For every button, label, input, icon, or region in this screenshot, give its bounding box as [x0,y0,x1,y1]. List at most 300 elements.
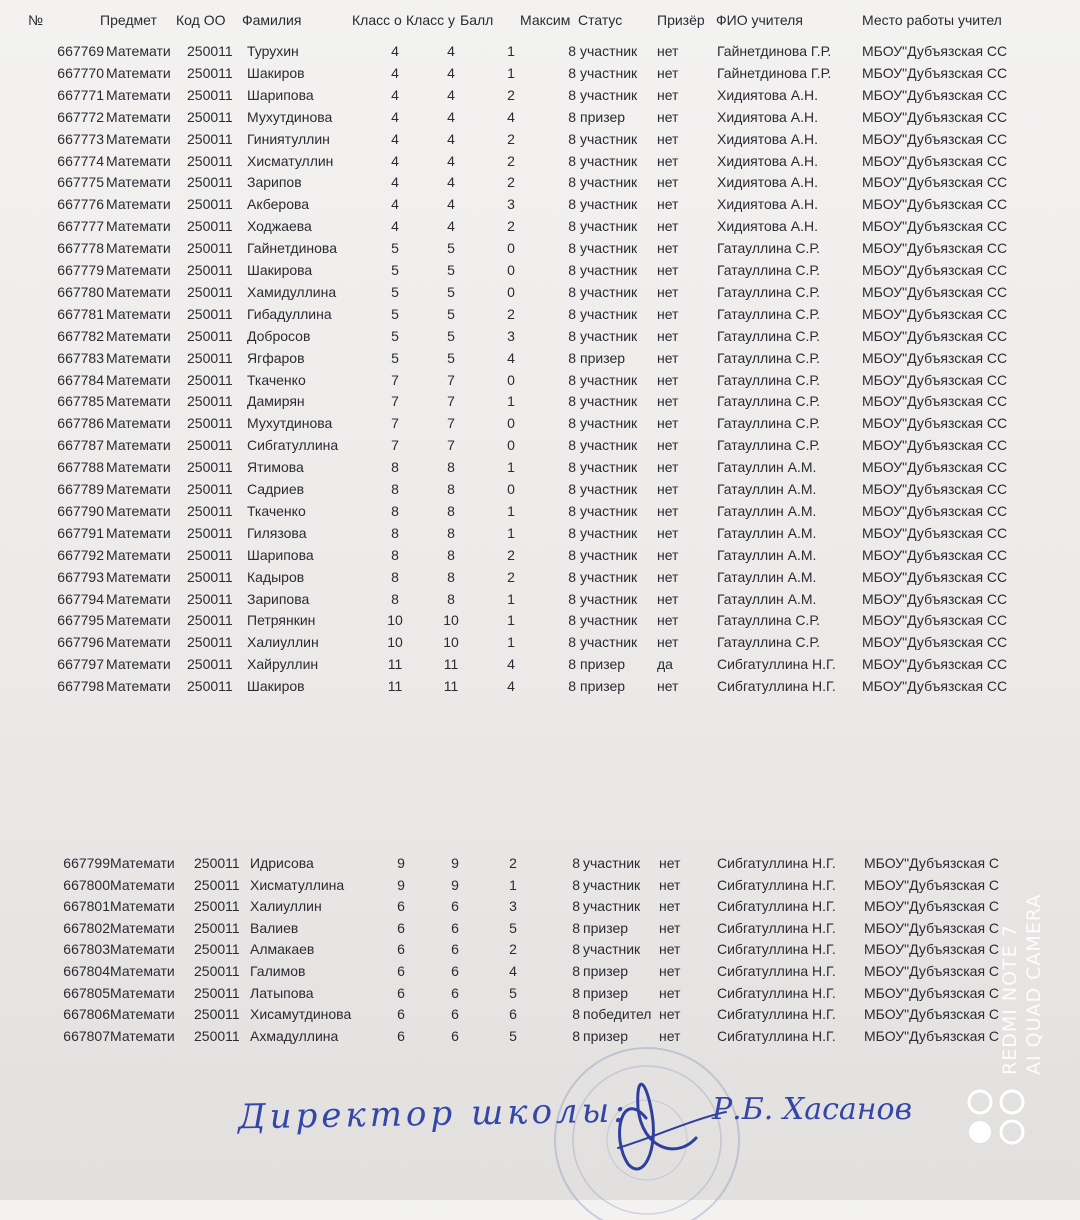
cell-code: 250011 [187,393,233,410]
cell-subject: Математи [106,481,171,497]
cell-winner: нет [657,437,679,454]
cell-class-in: 8 [447,546,455,563]
cell-score: 6 [509,1006,517,1023]
cell-max: 8 [568,437,576,454]
cell-class-in: 6 [451,1006,459,1023]
cell-winner: нет [657,371,679,388]
cell-winner: нет [657,86,679,103]
table-row [0,920,1080,941]
cell-score: 1 [507,590,515,607]
cell-status: участник [580,524,638,541]
cell-winner: нет [659,1006,681,1023]
cell-score: 2 [507,152,515,169]
cell-code: 250011 [187,327,233,344]
cell-id: 667778 [57,240,104,257]
cell-subject: Математи [106,218,171,235]
cell-class-in: 8 [447,481,455,497]
cell-surname: Ятимова [247,459,304,476]
cell-winner: нет [659,898,681,915]
cell-score: 1 [507,634,515,651]
cell-teacher: Гатауллина С.Р. [717,371,820,388]
cell-subject: Математи [106,86,171,103]
camera-watermark [998,835,1045,1075]
cell-class-of: 5 [391,262,399,278]
cell-surname: Идрисова [250,855,314,871]
cell-score: 2 [507,174,515,191]
cell-surname: Шарипова [247,86,314,103]
cell-id: 667780 [57,283,104,300]
cell-surname: Латыпова [250,984,314,1001]
cell-score: 2 [509,855,517,871]
cell-winner: нет [659,919,681,936]
cell-surname: Хайруллин [247,656,319,673]
cell-class-of: 8 [391,481,399,497]
cell-status: призер [580,656,626,673]
cell-workplace: МБОУ"Дубъязская СС [862,524,1008,541]
cell-class-in: 6 [451,1027,459,1044]
table-row [0,174,1080,195]
cell-teacher: Сибгатуллина Н.Г. [717,984,836,1001]
cell-status: участник [580,196,638,213]
cell-teacher: Хидиятова А.Н. [717,152,818,169]
table-row [0,525,1080,546]
table-row [0,678,1080,699]
cell-score: 2 [507,568,515,585]
cell-code: 250011 [187,86,233,103]
cell-max: 8 [568,590,576,607]
cell-surname: Ходжаева [247,218,312,235]
cell-winner: нет [657,174,679,191]
cell-code: 250011 [187,349,233,366]
cell-id: 667791 [57,524,104,541]
table-row [0,547,1080,568]
cell-surname: Шарипова [247,546,314,563]
cell-code: 250011 [187,612,233,629]
cell-class-of: 5 [391,283,399,300]
cell-code: 250011 [187,283,233,300]
cell-score: 4 [507,656,515,673]
cell-status: участник [580,218,638,235]
cell-class-in: 6 [451,941,459,958]
cell-class-in: 8 [447,502,455,519]
cell-class-of: 10 [387,612,403,629]
cell-score: 1 [507,524,515,541]
cell-workplace: МБОУ"Дубъязская СС [862,502,1008,519]
cell-workplace: МБОУ"Дубъязская СС [862,283,1008,300]
cell-class-in: 6 [451,898,459,915]
cell-class-of: 4 [391,130,399,147]
cell-code: 250011 [187,108,233,125]
cell-class-in: 4 [447,218,455,235]
cell-workplace: МБОУ"Дубъязская СС [862,656,1008,673]
table-row [0,393,1080,414]
cell-max: 8 [568,371,576,388]
cell-status: участник [583,898,641,915]
cell-workplace: МБОУ"Дубъязская СС [862,43,1008,59]
cell-max: 8 [568,86,576,103]
cell-workplace: МБОУ"Дубъязская С [864,876,1000,893]
cell-score: 1 [507,393,515,410]
cell-id: 667783 [57,349,104,366]
cell-subject: Математи [106,568,171,585]
cell-teacher: Хидиятова А.Н. [717,130,818,147]
cell-max: 8 [572,898,580,915]
cell-score: 1 [509,876,517,893]
cell-class-in: 11 [443,678,459,695]
cell-max: 8 [568,174,576,191]
cell-id: 667801 [63,898,110,915]
cell-max: 8 [568,656,576,673]
cell-surname: Зарипов [247,174,302,191]
cell-subject: Математи [110,984,175,1001]
cell-workplace: МБОУ"Дубъязская СС [862,678,1008,695]
cell-status: участник [580,393,638,410]
cell-score: 5 [509,984,517,1001]
cell-class-of: 6 [397,898,405,915]
cell-score: 0 [507,371,515,388]
cell-code: 250011 [194,984,240,1001]
table-row [0,262,1080,283]
cell-class-of: 9 [397,876,405,893]
cell-max: 8 [568,130,576,147]
cell-teacher: Гатауллин А.М. [717,590,817,607]
cell-winner: нет [657,524,679,541]
cell-score: 2 [507,305,515,322]
cell-class-in: 6 [451,919,459,936]
header-winner: Призёр [657,12,705,28]
cell-max: 8 [568,305,576,322]
cell-teacher: Гатауллина С.Р. [717,437,820,454]
cell-status: участник [580,327,638,344]
table-row [0,459,1080,480]
cell-surname: Ткаченко [247,502,306,519]
cell-teacher: Сибгатуллина Н.Г. [717,898,836,915]
cell-class-in: 5 [447,349,455,366]
cell-max: 8 [568,262,576,278]
signature-name: Р.Б. Хасанов [712,1092,913,1127]
cell-score: 0 [507,437,515,454]
cell-subject: Математи [106,196,171,213]
cell-code: 250011 [187,64,233,81]
cell-teacher: Гайнетдинова Г.Р. [717,64,832,81]
cell-code: 250011 [187,546,233,563]
cell-code: 250011 [187,634,233,651]
cell-status: участник [580,64,638,81]
cell-workplace: МБОУ"Дубъязская СС [862,371,1008,388]
cell-workplace: МБОУ"Дубъязская СС [862,546,1008,563]
cell-workplace: МБОУ"Дубъязская С [864,984,1000,1001]
cell-subject: Математи [106,590,171,607]
cell-surname: Ягфаров [247,349,305,366]
cell-id: 667772 [57,108,104,125]
cell-teacher: Гатауллина С.Р. [717,634,820,651]
cell-code: 250011 [187,678,233,695]
cell-class-in: 4 [447,43,455,59]
cell-status: участник [580,283,638,300]
cell-teacher: Гатауллин А.М. [717,459,817,476]
cell-score: 4 [507,349,515,366]
cell-teacher: Гатауллин А.М. [717,524,817,541]
cell-class-of: 4 [391,174,399,191]
cell-class-of: 6 [397,919,405,936]
header-surname: Фамилия [242,12,302,28]
cell-class-in: 5 [447,283,455,300]
cell-class-of: 8 [391,524,399,541]
cell-surname: Хисматуллин [247,152,334,169]
cell-status: призер [583,1027,629,1044]
cell-id: 667784 [57,371,104,388]
cell-surname: Добросов [247,327,311,344]
cell-class-in: 9 [451,876,459,893]
cell-id: 667769 [57,43,104,59]
cell-max: 8 [572,919,580,936]
cell-workplace: МБОУ"Дубъязская СС [862,174,1008,191]
cell-code: 250011 [194,898,240,915]
cell-class-of: 7 [391,415,399,432]
cell-subject: Математи [106,612,171,629]
cell-class-of: 4 [391,196,399,213]
cell-subject: Математи [110,919,175,936]
cell-teacher: Гатауллина С.Р. [717,349,820,366]
table-row [0,898,1080,919]
cell-max: 8 [568,415,576,432]
cell-max: 8 [568,43,576,59]
cell-code: 250011 [187,152,233,169]
cell-workplace: МБОУ"Дубъязская С [864,855,1000,871]
cell-workplace: МБОУ"Дубъязская СС [862,240,1008,257]
cell-status: участник [580,502,638,519]
cell-code: 250011 [187,568,233,585]
cell-max: 8 [568,218,576,235]
cell-teacher: Гатауллина С.Р. [717,612,820,629]
cell-winner: нет [657,64,679,81]
table-row [0,240,1080,261]
table-row [0,153,1080,174]
cell-winner: нет [657,481,679,497]
cell-class-in: 4 [447,174,455,191]
cell-id: 667785 [57,393,104,410]
cell-id: 667792 [57,546,104,563]
cell-class-of: 7 [391,393,399,410]
cell-id: 667790 [57,502,104,519]
cell-winner: нет [657,612,679,629]
cell-class-in: 4 [447,64,455,81]
cell-teacher: Гатауллин А.М. [717,502,817,519]
cell-teacher: Хидиятова А.Н. [717,108,818,125]
cell-workplace: МБОУ"Дубъязская СС [862,108,1008,125]
cell-winner: нет [659,963,681,979]
cell-id: 667795 [57,612,104,629]
cell-status: участник [580,634,638,651]
cell-status: участник [580,590,638,607]
cell-surname: Шакиров [247,678,305,695]
cell-class-in: 7 [447,415,455,432]
cell-subject: Математи [110,898,175,915]
cell-surname: Сибгатуллина [247,437,339,454]
cell-status: призер [580,349,626,366]
cell-class-of: 11 [387,678,403,695]
cell-subject: Математи [106,305,171,322]
cell-subject: Математи [106,415,171,432]
cell-surname: Гиниятуллин [247,130,330,147]
table-row [0,284,1080,305]
cell-score: 4 [507,108,515,125]
cell-winner: нет [657,262,679,278]
header-max: Максим [520,12,571,28]
cell-max: 8 [568,634,576,651]
cell-id: 667787 [57,437,104,454]
cell-class-of: 4 [391,108,399,125]
cell-class-of: 6 [397,984,405,1001]
cell-subject: Математи [106,678,171,695]
cell-code: 250011 [187,43,233,59]
cell-status: призер [583,963,629,979]
cell-teacher: Гатауллина С.Р. [717,240,820,257]
cell-winner: нет [657,152,679,169]
cell-workplace: МБОУ"Дубъязская СС [862,612,1008,629]
cell-workplace: МБОУ"Дубъязская С [864,919,1000,936]
cell-max: 8 [572,876,580,893]
cell-class-of: 7 [391,371,399,388]
cell-code: 250011 [187,437,233,454]
cell-class-in: 11 [443,656,459,673]
cell-teacher: Хидиятова А.Н. [717,218,818,235]
cell-class-of: 5 [391,349,399,366]
cell-status: участник [580,415,638,432]
cell-subject: Математи [110,855,175,871]
cell-workplace: МБОУ"Дубъязская С [864,941,1000,958]
cell-teacher: Гатауллина С.Р. [717,415,820,432]
cell-surname: Акберова [247,196,310,213]
table-row [0,612,1080,633]
cell-id: 667786 [57,415,104,432]
cell-class-in: 7 [447,371,455,388]
cell-winner: нет [657,327,679,344]
cell-max: 8 [568,393,576,410]
cell-class-in: 6 [451,984,459,1001]
cell-class-of: 4 [391,152,399,169]
cell-surname: Петрянкин [247,612,316,629]
cell-surname: Гибадуллина [247,305,332,322]
cell-surname: Хисматуллина [250,876,345,893]
cell-score: 1 [507,459,515,476]
cell-teacher: Гатауллин А.М. [717,568,817,585]
header-class-of: Класс о [352,12,402,28]
cell-subject: Математи [106,349,171,366]
cell-class-of: 7 [391,437,399,454]
cell-code: 250011 [194,1027,240,1044]
cell-max: 8 [572,855,580,871]
cell-code: 250011 [187,502,233,519]
cell-class-of: 4 [391,86,399,103]
header-subject: Предмет [100,12,157,28]
table-row [0,481,1080,502]
cell-score: 2 [509,941,517,958]
cell-winner: нет [657,590,679,607]
cell-status: участник [580,86,638,103]
cell-id: 667798 [57,678,104,695]
cell-workplace: МБОУ"Дубъязская С [864,1027,1000,1044]
cell-class-in: 4 [447,108,455,125]
cell-subject: Математи [106,43,171,59]
cell-status: участник [580,130,638,147]
table-row [0,941,1080,962]
cell-status: призер [583,919,629,936]
cell-class-of: 8 [391,546,399,563]
cell-workplace: МБОУ"Дубъязская СС [862,481,1008,497]
cell-status: участник [583,941,641,958]
cell-winner: нет [659,984,681,1001]
cell-id: 667793 [57,568,104,585]
cell-class-in: 5 [447,327,455,344]
cell-class-in: 5 [447,240,455,257]
cell-code: 250011 [194,963,240,979]
cell-subject: Математи [106,656,171,673]
cell-winner: нет [657,43,679,59]
header-code: Код ОО [176,12,226,28]
cell-class-in: 8 [447,524,455,541]
cell-status: участник [580,546,638,563]
table-row [0,306,1080,327]
cell-surname: Халиуллин [247,634,319,651]
cell-class-of: 5 [391,305,399,322]
cell-class-in: 8 [447,590,455,607]
cell-winner: нет [657,634,679,651]
cell-code: 250011 [194,1006,240,1023]
cell-class-in: 6 [451,963,459,979]
cell-class-in: 5 [447,262,455,278]
cell-surname: Мухутдинова [247,108,333,125]
table-row [0,569,1080,590]
table-row [0,963,1080,984]
cell-status: участник [580,568,638,585]
cell-score: 3 [509,898,517,915]
cell-teacher: Гатауллина С.Р. [717,393,820,410]
cell-score: 1 [507,43,515,59]
cell-id: 667776 [57,196,104,213]
cell-workplace: МБОУ"Дубъязская С [864,963,1000,979]
cell-winner: нет [657,283,679,300]
table-row [0,43,1080,64]
cell-score: 4 [507,678,515,695]
cell-surname: Ткаченко [247,371,306,388]
cell-teacher: Сибгатуллина Н.Г. [717,941,836,958]
cell-workplace: МБОУ"Дубъязская СС [862,415,1008,432]
cell-status: участник [580,43,638,59]
cell-code: 250011 [187,459,233,476]
cell-status: участник [580,152,638,169]
cell-subject: Математи [106,240,171,257]
cell-status: призер [583,984,629,1001]
cell-workplace: МБОУ"Дубъязская СС [862,305,1008,322]
table-row [0,656,1080,677]
cell-code: 250011 [187,305,233,322]
cell-id: 667789 [57,481,104,497]
cell-class-of: 4 [391,218,399,235]
table-row [0,437,1080,458]
cell-class-in: 7 [447,393,455,410]
table-row [0,1006,1080,1027]
header-status: Статус [578,12,623,28]
cell-max: 8 [568,481,576,497]
cell-id: 667796 [57,634,104,651]
cell-workplace: МБОУ"Дубъязская СС [862,327,1008,344]
cell-winner: нет [657,546,679,563]
cell-status: участник [580,305,638,322]
cell-surname: Хамидуллина [247,283,337,300]
cell-status: участник [580,437,638,454]
table-row [0,109,1080,130]
